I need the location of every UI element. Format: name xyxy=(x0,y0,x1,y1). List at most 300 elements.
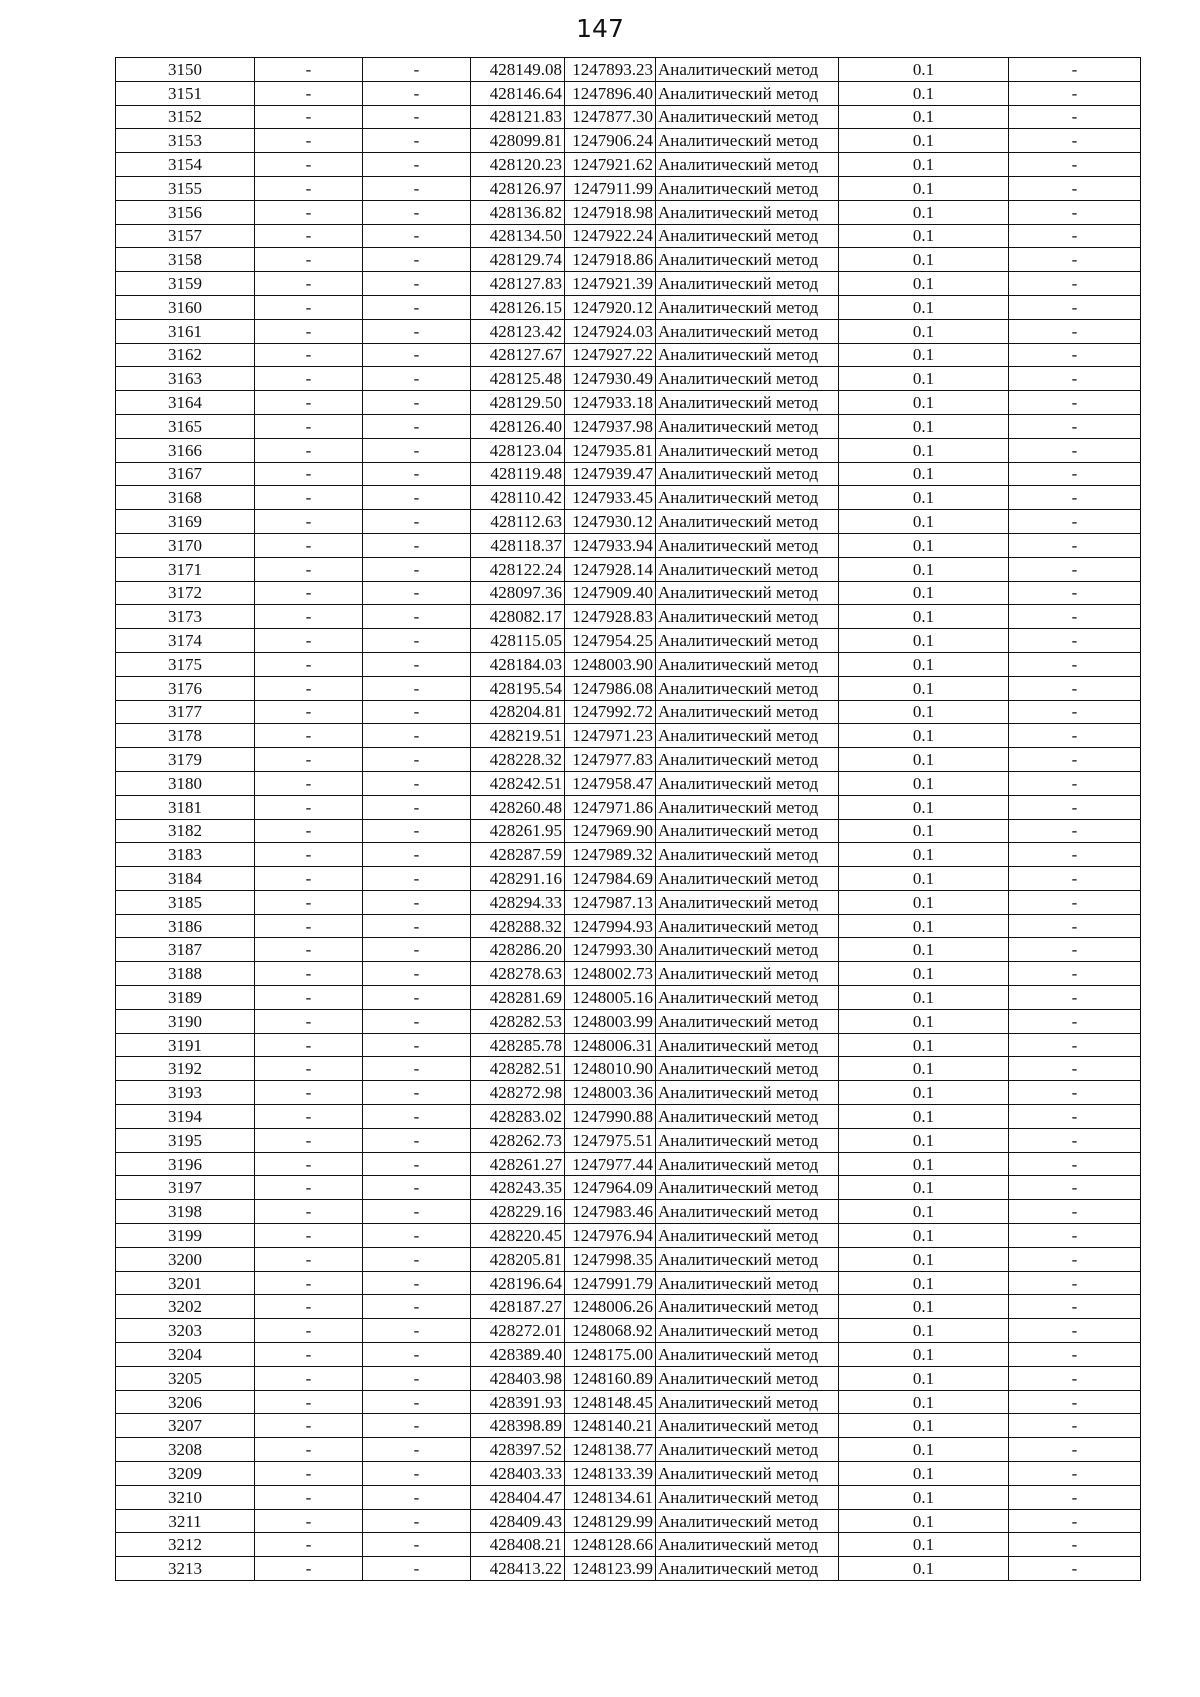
y-coordinate-cell: 1247906.24 xyxy=(565,129,656,153)
x-coordinate-cell: 428204.81 xyxy=(471,700,565,724)
table-row xyxy=(116,748,1141,772)
x-coordinate-cell: 428220.45 xyxy=(471,1224,565,1248)
dash-cell: - xyxy=(363,1509,471,1533)
table-row xyxy=(116,986,1141,1010)
dash-cell: - xyxy=(1009,1176,1141,1200)
dash-cell: - xyxy=(363,200,471,224)
dash-cell: - xyxy=(255,533,363,557)
dash-cell: - xyxy=(255,914,363,938)
point-number-cell: 3195 xyxy=(116,1128,255,1152)
table-row xyxy=(116,1247,1141,1271)
y-coordinate-cell: 1248006.26 xyxy=(565,1295,656,1319)
x-coordinate-cell: 428261.95 xyxy=(471,819,565,843)
table-row xyxy=(116,105,1141,129)
dash-cell: - xyxy=(1009,557,1141,581)
y-coordinate-cell: 1247877.30 xyxy=(565,105,656,129)
y-coordinate-cell: 1247958.47 xyxy=(565,771,656,795)
dash-cell: - xyxy=(255,1557,363,1581)
point-number-cell: 3185 xyxy=(116,890,255,914)
dash-cell: - xyxy=(363,938,471,962)
accuracy-cell: 0.1 xyxy=(839,700,1009,724)
method-cell: Аналитический метод xyxy=(656,462,839,486)
y-coordinate-cell: 1247924.03 xyxy=(565,319,656,343)
dash-cell: - xyxy=(255,272,363,296)
table-row xyxy=(116,962,1141,986)
dash-cell: - xyxy=(1009,771,1141,795)
page-number: 147 xyxy=(576,14,624,43)
dash-cell: - xyxy=(363,153,471,177)
method-cell: Аналитический метод xyxy=(656,867,839,891)
dash-cell: - xyxy=(1009,795,1141,819)
method-cell: Аналитический метод xyxy=(656,1224,839,1248)
table-row xyxy=(116,724,1141,748)
dash-cell: - xyxy=(255,343,363,367)
table-row xyxy=(116,1200,1141,1224)
dash-cell: - xyxy=(1009,105,1141,129)
y-coordinate-cell: 1247911.99 xyxy=(565,176,656,200)
dash-cell: - xyxy=(363,129,471,153)
dash-cell: - xyxy=(255,1081,363,1105)
point-number-cell: 3200 xyxy=(116,1247,255,1271)
y-coordinate-cell: 1247921.39 xyxy=(565,272,656,296)
accuracy-cell: 0.1 xyxy=(839,272,1009,296)
y-coordinate-cell: 1248003.90 xyxy=(565,652,656,676)
dash-cell: - xyxy=(255,1366,363,1390)
y-coordinate-cell: 1247969.90 xyxy=(565,819,656,843)
dash-cell: - xyxy=(363,986,471,1010)
x-coordinate-cell: 428286.20 xyxy=(471,938,565,962)
accuracy-cell: 0.1 xyxy=(839,1033,1009,1057)
x-coordinate-cell: 428282.53 xyxy=(471,1009,565,1033)
x-coordinate-cell: 428408.21 xyxy=(471,1533,565,1557)
accuracy-cell: 0.1 xyxy=(839,248,1009,272)
dash-cell: - xyxy=(255,581,363,605)
dash-cell: - xyxy=(1009,700,1141,724)
y-coordinate-cell: 1247993.30 xyxy=(565,938,656,962)
dash-cell: - xyxy=(363,486,471,510)
table-row xyxy=(116,1485,1141,1509)
dash-cell: - xyxy=(255,748,363,772)
y-coordinate-cell: 1248160.89 xyxy=(565,1366,656,1390)
accuracy-cell: 0.1 xyxy=(839,1533,1009,1557)
table-row xyxy=(116,1105,1141,1129)
method-cell: Аналитический метод xyxy=(656,486,839,510)
point-number-cell: 3205 xyxy=(116,1366,255,1390)
point-number-cell: 3175 xyxy=(116,652,255,676)
method-cell: Аналитический метод xyxy=(656,295,839,319)
dash-cell: - xyxy=(363,248,471,272)
y-coordinate-cell: 1248123.99 xyxy=(565,1557,656,1581)
dash-cell: - xyxy=(363,1033,471,1057)
dash-cell: - xyxy=(255,724,363,748)
dash-cell: - xyxy=(255,629,363,653)
point-number-cell: 3152 xyxy=(116,105,255,129)
dash-cell: - xyxy=(255,676,363,700)
method-cell: Аналитический метод xyxy=(656,652,839,676)
accuracy-cell: 0.1 xyxy=(839,1414,1009,1438)
point-number-cell: 3193 xyxy=(116,1081,255,1105)
x-coordinate-cell: 428110.42 xyxy=(471,486,565,510)
dash-cell: - xyxy=(363,1343,471,1367)
point-number-cell: 3194 xyxy=(116,1105,255,1129)
point-number-cell: 3176 xyxy=(116,676,255,700)
point-number-cell: 3172 xyxy=(116,581,255,605)
accuracy-cell: 0.1 xyxy=(839,938,1009,962)
x-coordinate-cell: 428118.37 xyxy=(471,533,565,557)
table-row xyxy=(116,843,1141,867)
x-coordinate-cell: 428409.43 xyxy=(471,1509,565,1533)
dash-cell: - xyxy=(363,224,471,248)
accuracy-cell: 0.1 xyxy=(839,1366,1009,1390)
x-coordinate-cell: 428123.04 xyxy=(471,438,565,462)
x-coordinate-cell: 428219.51 xyxy=(471,724,565,748)
dash-cell: - xyxy=(363,962,471,986)
y-coordinate-cell: 1248003.99 xyxy=(565,1009,656,1033)
point-number-cell: 3151 xyxy=(116,81,255,105)
point-number-cell: 3203 xyxy=(116,1319,255,1343)
method-cell: Аналитический метод xyxy=(656,81,839,105)
y-coordinate-cell: 1247933.45 xyxy=(565,486,656,510)
dash-cell: - xyxy=(1009,510,1141,534)
dash-cell: - xyxy=(363,1295,471,1319)
table-row xyxy=(116,272,1141,296)
x-coordinate-cell: 428126.97 xyxy=(471,176,565,200)
table-row xyxy=(116,533,1141,557)
dash-cell: - xyxy=(363,367,471,391)
x-coordinate-cell: 428082.17 xyxy=(471,605,565,629)
point-number-cell: 3177 xyxy=(116,700,255,724)
dash-cell: - xyxy=(1009,1105,1141,1129)
y-coordinate-cell: 1247971.86 xyxy=(565,795,656,819)
accuracy-cell: 0.1 xyxy=(839,652,1009,676)
point-number-cell: 3166 xyxy=(116,438,255,462)
table-row xyxy=(116,1462,1141,1486)
dash-cell: - xyxy=(363,1128,471,1152)
method-cell: Аналитический метод xyxy=(656,391,839,415)
accuracy-cell: 0.1 xyxy=(839,962,1009,986)
table-row xyxy=(116,700,1141,724)
dash-cell: - xyxy=(363,1105,471,1129)
point-number-cell: 3187 xyxy=(116,938,255,962)
point-number-cell: 3163 xyxy=(116,367,255,391)
accuracy-cell: 0.1 xyxy=(839,629,1009,653)
table-row xyxy=(116,1319,1141,1343)
dash-cell: - xyxy=(1009,724,1141,748)
table-row xyxy=(116,938,1141,962)
dash-cell: - xyxy=(363,629,471,653)
dash-cell: - xyxy=(255,248,363,272)
point-number-cell: 3189 xyxy=(116,986,255,1010)
dash-cell: - xyxy=(255,58,363,82)
dash-cell: - xyxy=(1009,438,1141,462)
x-coordinate-cell: 428288.32 xyxy=(471,914,565,938)
method-cell: Аналитический метод xyxy=(656,367,839,391)
y-coordinate-cell: 1247994.93 xyxy=(565,914,656,938)
table-row xyxy=(116,1128,1141,1152)
dash-cell: - xyxy=(1009,1485,1141,1509)
dash-cell: - xyxy=(1009,867,1141,891)
accuracy-cell: 0.1 xyxy=(839,224,1009,248)
dash-cell: - xyxy=(363,1390,471,1414)
dash-cell: - xyxy=(363,1557,471,1581)
dash-cell: - xyxy=(255,1224,363,1248)
method-cell: Аналитический метод xyxy=(656,986,839,1010)
table-row xyxy=(116,1414,1141,1438)
dash-cell: - xyxy=(363,867,471,891)
accuracy-cell: 0.1 xyxy=(839,795,1009,819)
y-coordinate-cell: 1247928.14 xyxy=(565,557,656,581)
dash-cell: - xyxy=(255,1533,363,1557)
method-cell: Аналитический метод xyxy=(656,1176,839,1200)
method-cell: Аналитический метод xyxy=(656,605,839,629)
y-coordinate-cell: 1247922.24 xyxy=(565,224,656,248)
x-coordinate-cell: 428146.64 xyxy=(471,81,565,105)
method-cell: Аналитический метод xyxy=(656,200,839,224)
dash-cell: - xyxy=(1009,652,1141,676)
table-row xyxy=(116,914,1141,938)
method-cell: Аналитический метод xyxy=(656,629,839,653)
point-number-cell: 3153 xyxy=(116,129,255,153)
dash-cell: - xyxy=(363,1247,471,1271)
dash-cell: - xyxy=(1009,58,1141,82)
point-number-cell: 3167 xyxy=(116,462,255,486)
point-number-cell: 3169 xyxy=(116,510,255,534)
dash-cell: - xyxy=(255,1343,363,1367)
x-coordinate-cell: 428127.67 xyxy=(471,343,565,367)
method-cell: Аналитический метод xyxy=(656,1271,839,1295)
accuracy-cell: 0.1 xyxy=(839,1224,1009,1248)
dash-cell: - xyxy=(1009,1366,1141,1390)
dash-cell: - xyxy=(255,438,363,462)
method-cell: Аналитический метод xyxy=(656,1390,839,1414)
method-cell: Аналитический метод xyxy=(656,1414,839,1438)
y-coordinate-cell: 1247976.94 xyxy=(565,1224,656,1248)
dash-cell: - xyxy=(1009,1557,1141,1581)
coordinates-table xyxy=(115,57,1141,1581)
x-coordinate-cell: 428187.27 xyxy=(471,1295,565,1319)
dash-cell: - xyxy=(363,1057,471,1081)
accuracy-cell: 0.1 xyxy=(839,819,1009,843)
dash-cell: - xyxy=(363,81,471,105)
point-number-cell: 3197 xyxy=(116,1176,255,1200)
x-coordinate-cell: 428123.42 xyxy=(471,319,565,343)
method-cell: Аналитический метод xyxy=(656,1009,839,1033)
accuracy-cell: 0.1 xyxy=(839,867,1009,891)
table-row xyxy=(116,200,1141,224)
accuracy-cell: 0.1 xyxy=(839,1509,1009,1533)
x-coordinate-cell: 428126.15 xyxy=(471,295,565,319)
dash-cell: - xyxy=(363,914,471,938)
point-number-cell: 3209 xyxy=(116,1462,255,1486)
y-coordinate-cell: 1247954.25 xyxy=(565,629,656,653)
table-row xyxy=(116,438,1141,462)
method-cell: Аналитический метод xyxy=(656,819,839,843)
point-number-cell: 3207 xyxy=(116,1414,255,1438)
dash-cell: - xyxy=(363,438,471,462)
method-cell: Аналитический метод xyxy=(656,105,839,129)
method-cell: Аналитический метод xyxy=(656,700,839,724)
dash-cell: - xyxy=(363,652,471,676)
method-cell: Аналитический метод xyxy=(656,510,839,534)
dash-cell: - xyxy=(255,1033,363,1057)
point-number-cell: 3173 xyxy=(116,605,255,629)
accuracy-cell: 0.1 xyxy=(839,105,1009,129)
x-coordinate-cell: 428282.51 xyxy=(471,1057,565,1081)
point-number-cell: 3174 xyxy=(116,629,255,653)
y-coordinate-cell: 1248068.92 xyxy=(565,1319,656,1343)
table-row xyxy=(116,510,1141,534)
table-row xyxy=(116,652,1141,676)
dash-cell: - xyxy=(255,1247,363,1271)
point-number-cell: 3158 xyxy=(116,248,255,272)
x-coordinate-cell: 428134.50 xyxy=(471,224,565,248)
dash-cell: - xyxy=(363,391,471,415)
method-cell: Аналитический метод xyxy=(656,1533,839,1557)
dash-cell: - xyxy=(255,700,363,724)
accuracy-cell: 0.1 xyxy=(839,1557,1009,1581)
dash-cell: - xyxy=(255,1509,363,1533)
dash-cell: - xyxy=(1009,1271,1141,1295)
dash-cell: - xyxy=(1009,1152,1141,1176)
table-row xyxy=(116,867,1141,891)
dash-cell: - xyxy=(1009,129,1141,153)
dash-cell: - xyxy=(1009,367,1141,391)
point-number-cell: 3184 xyxy=(116,867,255,891)
point-number-cell: 3150 xyxy=(116,58,255,82)
point-number-cell: 3191 xyxy=(116,1033,255,1057)
y-coordinate-cell: 1247928.83 xyxy=(565,605,656,629)
dash-cell: - xyxy=(255,652,363,676)
dash-cell: - xyxy=(363,1176,471,1200)
accuracy-cell: 0.1 xyxy=(839,414,1009,438)
point-number-cell: 3199 xyxy=(116,1224,255,1248)
accuracy-cell: 0.1 xyxy=(839,1390,1009,1414)
dash-cell: - xyxy=(255,1128,363,1152)
table-row xyxy=(116,248,1141,272)
y-coordinate-cell: 1247918.98 xyxy=(565,200,656,224)
table-row xyxy=(116,819,1141,843)
y-coordinate-cell: 1247893.23 xyxy=(565,58,656,82)
dash-cell: - xyxy=(1009,1057,1141,1081)
method-cell: Аналитический метод xyxy=(656,1128,839,1152)
point-number-cell: 3157 xyxy=(116,224,255,248)
dash-cell: - xyxy=(255,295,363,319)
table-row xyxy=(116,129,1141,153)
dash-cell: - xyxy=(1009,1009,1141,1033)
method-cell: Аналитический метод xyxy=(656,1509,839,1533)
dash-cell: - xyxy=(255,1295,363,1319)
x-coordinate-cell: 428285.78 xyxy=(471,1033,565,1057)
dash-cell: - xyxy=(255,367,363,391)
dash-cell: - xyxy=(363,605,471,629)
table-row xyxy=(116,462,1141,486)
method-cell: Аналитический метод xyxy=(656,438,839,462)
dash-cell: - xyxy=(255,1438,363,1462)
point-number-cell: 3183 xyxy=(116,843,255,867)
dash-cell: - xyxy=(1009,581,1141,605)
dash-cell: - xyxy=(1009,819,1141,843)
accuracy-cell: 0.1 xyxy=(839,1438,1009,1462)
accuracy-cell: 0.1 xyxy=(839,724,1009,748)
accuracy-cell: 0.1 xyxy=(839,462,1009,486)
x-coordinate-cell: 428205.81 xyxy=(471,1247,565,1271)
accuracy-cell: 0.1 xyxy=(839,1271,1009,1295)
x-coordinate-cell: 428389.40 xyxy=(471,1343,565,1367)
dash-cell: - xyxy=(363,343,471,367)
dash-cell: - xyxy=(255,986,363,1010)
y-coordinate-cell: 1247987.13 xyxy=(565,890,656,914)
accuracy-cell: 0.1 xyxy=(839,200,1009,224)
table-row xyxy=(116,795,1141,819)
y-coordinate-cell: 1248148.45 xyxy=(565,1390,656,1414)
point-number-cell: 3182 xyxy=(116,819,255,843)
table-row xyxy=(116,1224,1141,1248)
method-cell: Аналитический метод xyxy=(656,1081,839,1105)
table-row xyxy=(116,176,1141,200)
dash-cell: - xyxy=(255,1485,363,1509)
accuracy-cell: 0.1 xyxy=(839,1319,1009,1343)
dash-cell: - xyxy=(255,176,363,200)
point-number-cell: 3211 xyxy=(116,1509,255,1533)
dash-cell: - xyxy=(1009,1438,1141,1462)
table-row xyxy=(116,343,1141,367)
dash-cell: - xyxy=(1009,1224,1141,1248)
dash-cell: - xyxy=(1009,1081,1141,1105)
table-row xyxy=(116,153,1141,177)
dash-cell: - xyxy=(363,1438,471,1462)
dash-cell: - xyxy=(1009,1414,1141,1438)
table-row xyxy=(116,486,1141,510)
dash-cell: - xyxy=(1009,1390,1141,1414)
dash-cell: - xyxy=(255,200,363,224)
dash-cell: - xyxy=(363,771,471,795)
accuracy-cell: 0.1 xyxy=(839,1176,1009,1200)
y-coordinate-cell: 1247984.69 xyxy=(565,867,656,891)
method-cell: Аналитический метод xyxy=(656,248,839,272)
point-number-cell: 3155 xyxy=(116,176,255,200)
y-coordinate-cell: 1247921.62 xyxy=(565,153,656,177)
y-coordinate-cell: 1247998.35 xyxy=(565,1247,656,1271)
table-row xyxy=(116,295,1141,319)
dash-cell: - xyxy=(1009,938,1141,962)
x-coordinate-cell: 428125.48 xyxy=(471,367,565,391)
accuracy-cell: 0.1 xyxy=(839,1009,1009,1033)
point-number-cell: 3170 xyxy=(116,533,255,557)
dash-cell: - xyxy=(1009,1200,1141,1224)
y-coordinate-cell: 1247991.79 xyxy=(565,1271,656,1295)
method-cell: Аналитический метод xyxy=(656,1485,839,1509)
dash-cell: - xyxy=(1009,224,1141,248)
y-coordinate-cell: 1247909.40 xyxy=(565,581,656,605)
accuracy-cell: 0.1 xyxy=(839,367,1009,391)
x-coordinate-cell: 428262.73 xyxy=(471,1128,565,1152)
y-coordinate-cell: 1247896.40 xyxy=(565,81,656,105)
y-coordinate-cell: 1247992.72 xyxy=(565,700,656,724)
x-coordinate-cell: 428099.81 xyxy=(471,129,565,153)
dash-cell: - xyxy=(1009,81,1141,105)
method-cell: Аналитический метод xyxy=(656,414,839,438)
table-row xyxy=(116,605,1141,629)
table-row xyxy=(116,581,1141,605)
x-coordinate-cell: 428404.47 xyxy=(471,1485,565,1509)
accuracy-cell: 0.1 xyxy=(839,986,1009,1010)
dash-cell: - xyxy=(363,1200,471,1224)
dash-cell: - xyxy=(255,319,363,343)
point-number-cell: 3202 xyxy=(116,1295,255,1319)
method-cell: Аналитический метод xyxy=(656,1462,839,1486)
dash-cell: - xyxy=(1009,1319,1141,1343)
accuracy-cell: 0.1 xyxy=(839,1105,1009,1129)
